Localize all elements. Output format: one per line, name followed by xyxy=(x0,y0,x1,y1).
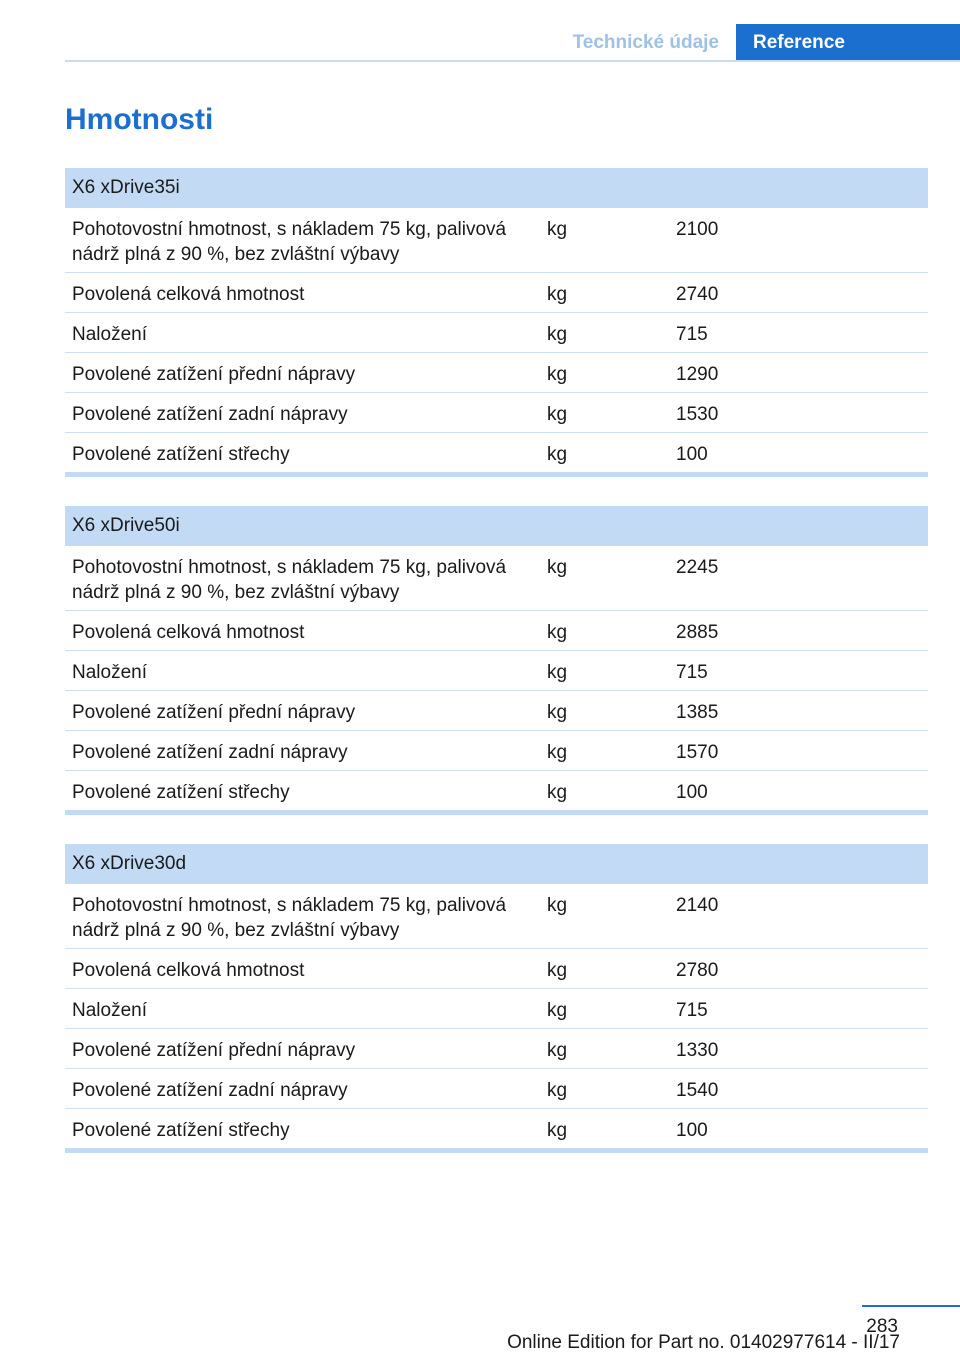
row-label: Povolené zatížení střechy xyxy=(72,444,290,465)
table-row xyxy=(65,731,928,771)
row-label: Povolené zatížení střechy xyxy=(72,1120,290,1141)
row-unit: kg xyxy=(547,1000,568,1021)
weights-tables xyxy=(65,168,928,1182)
row-label: Naložení xyxy=(72,1000,147,1021)
row-value: 1540 xyxy=(676,1080,719,1101)
table-row xyxy=(65,691,928,731)
table-row xyxy=(65,949,928,989)
row-value: 2780 xyxy=(676,960,719,981)
row-unit: kg xyxy=(547,219,568,240)
row-value: 715 xyxy=(676,1000,708,1021)
tab-technical-data[interactable]: Technické údaje xyxy=(572,32,719,53)
row-value: 2245 xyxy=(676,557,719,578)
row-unit: kg xyxy=(547,742,568,763)
row-unit: kg xyxy=(547,1120,568,1141)
row-label: Povolená celková hmotnost xyxy=(72,622,305,643)
page-number: 283 xyxy=(866,1316,898,1337)
table-heading: X6 xDrive50i xyxy=(65,506,928,546)
row-unit: kg xyxy=(547,324,568,345)
row-value: 2885 xyxy=(676,622,719,643)
table-bottom-rule xyxy=(65,810,928,815)
row-label: Povolené zatížení přední nápravy xyxy=(72,1040,356,1061)
row-value: 100 xyxy=(676,1120,708,1141)
row-label: Pohotovostní hmotnost, s nákladem 75 kg, palivová nádrž plná z 90 %, bez zvláštní výbavy xyxy=(72,219,507,265)
table-row xyxy=(65,989,928,1029)
row-unit: kg xyxy=(547,662,568,683)
table-row xyxy=(65,611,928,651)
table-row xyxy=(65,273,928,313)
row-label: Naložení xyxy=(72,662,147,683)
row-value: 1570 xyxy=(676,742,719,763)
row-unit: kg xyxy=(547,557,568,578)
row-unit: kg xyxy=(547,702,568,723)
weights-table-xdrive50i xyxy=(65,506,928,815)
row-label: Povolené zatížení zadní nápravy xyxy=(72,404,348,425)
row-label: Naložení xyxy=(72,324,147,345)
row-value: 1385 xyxy=(676,702,719,723)
header-divider xyxy=(65,60,960,62)
row-value: 1530 xyxy=(676,404,719,425)
table-row xyxy=(65,771,928,811)
row-label: Povolené zatížení přední nápravy xyxy=(72,702,356,723)
table-row xyxy=(65,884,928,949)
table-row xyxy=(65,208,928,273)
row-label: Povolené zatížení střechy xyxy=(72,782,290,803)
table-heading: X6 xDrive30d xyxy=(65,844,928,884)
row-unit: kg xyxy=(547,960,568,981)
row-label: Povolené zatížení přední nápravy xyxy=(72,364,356,385)
table-row xyxy=(65,433,928,473)
row-value: 2100 xyxy=(676,219,719,240)
table-bottom-rule xyxy=(65,1148,928,1153)
row-value: 1330 xyxy=(676,1040,719,1061)
table-bottom-rule xyxy=(65,472,928,477)
table-row xyxy=(65,1109,928,1149)
table-heading: X6 xDrive35i xyxy=(65,168,928,208)
row-unit: kg xyxy=(547,444,568,465)
page-title: Hmotnosti xyxy=(65,103,214,136)
row-value: 100 xyxy=(676,444,708,465)
edition-note: Online Edition for Part no. 01402977614 - II/17 xyxy=(507,1332,900,1353)
row-label: Povolená celková hmotnost xyxy=(72,960,305,981)
tab-reference[interactable]: Reference xyxy=(736,24,960,62)
table-row xyxy=(65,651,928,691)
row-label: Povolená celková hmotnost xyxy=(72,284,305,305)
table-row xyxy=(65,1069,928,1109)
row-unit: kg xyxy=(547,895,568,916)
row-value: 2740 xyxy=(676,284,719,305)
footer-divider xyxy=(862,1305,960,1307)
row-value: 100 xyxy=(676,782,708,803)
row-unit: kg xyxy=(547,782,568,803)
row-value: 1290 xyxy=(676,364,719,385)
row-label: Povolené zatížení zadní nápravy xyxy=(72,742,348,763)
weights-table-xdrive35i xyxy=(65,168,928,477)
table-row xyxy=(65,1029,928,1069)
row-unit: kg xyxy=(547,284,568,305)
table-row xyxy=(65,546,928,611)
row-unit: kg xyxy=(547,404,568,425)
row-label: Povolené zatížení zadní nápravy xyxy=(72,1080,348,1101)
table-row xyxy=(65,393,928,433)
row-unit: kg xyxy=(547,622,568,643)
table-row xyxy=(65,313,928,353)
row-value: 2140 xyxy=(676,895,719,916)
row-unit: kg xyxy=(547,364,568,385)
row-unit: kg xyxy=(547,1040,568,1061)
row-label: Pohotovostní hmotnost, s nákladem 75 kg, palivová nádrž plná z 90 %, bez zvláštní výbavy xyxy=(72,895,507,941)
row-value: 715 xyxy=(676,324,708,345)
table-row xyxy=(65,353,928,393)
row-value: 715 xyxy=(676,662,708,683)
row-label: Pohotovostní hmotnost, s nákladem 75 kg, palivová nádrž plná z 90 %, bez zvláštní výbavy xyxy=(72,557,507,603)
weights-table-xdrive30d xyxy=(65,844,928,1153)
row-unit: kg xyxy=(547,1080,568,1101)
